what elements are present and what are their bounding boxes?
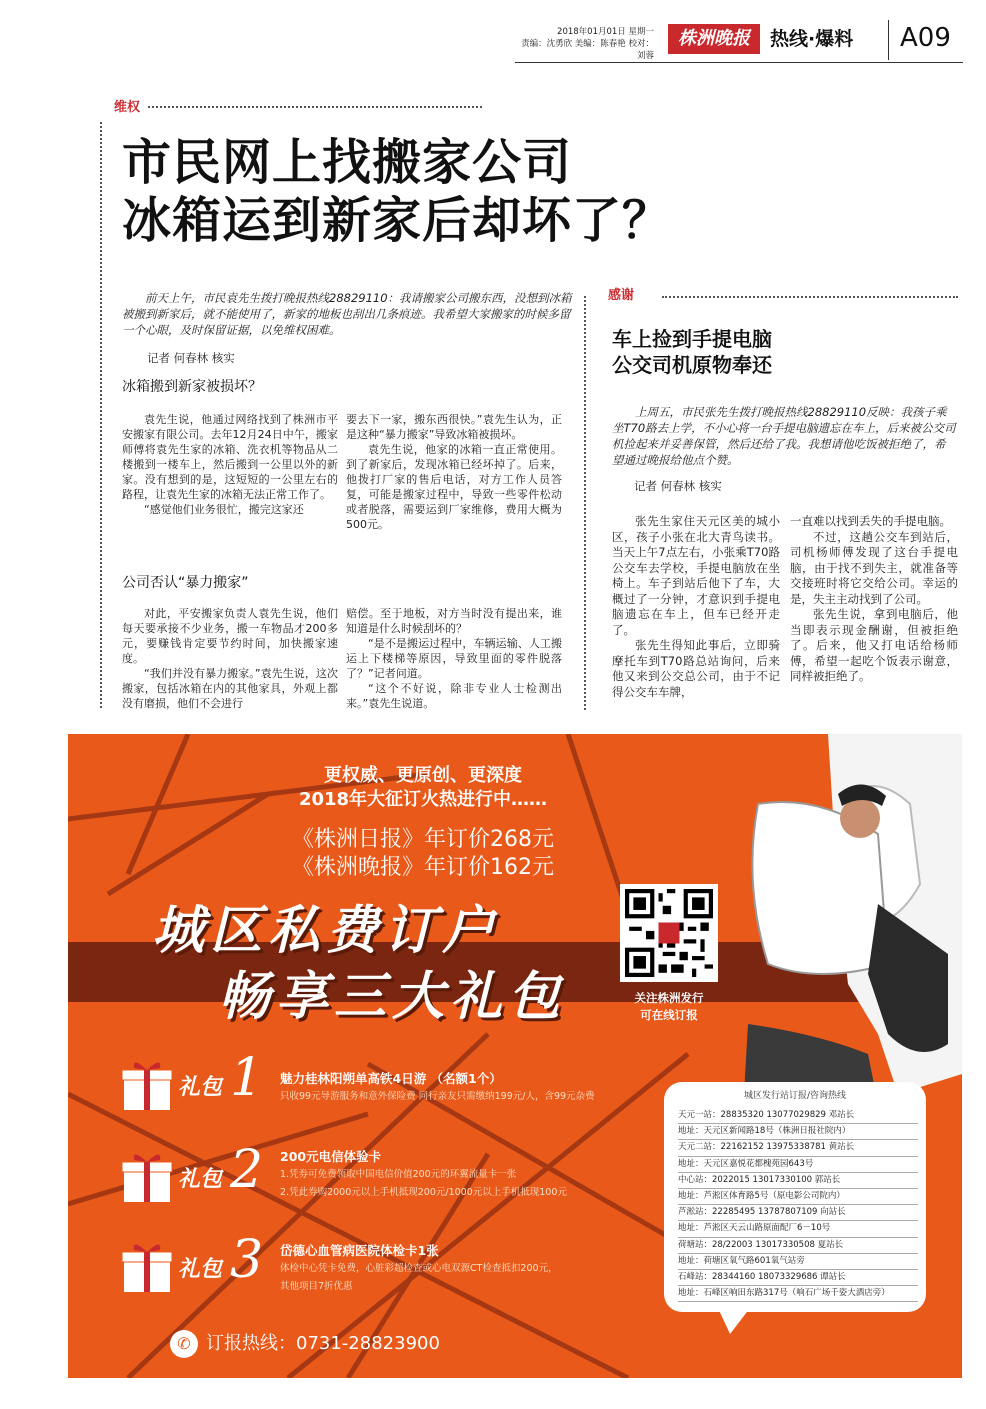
gift-2-desc-1: 1.凭券可免费领取中国电信价值200元的环翼流量卡一张 [280, 1169, 517, 1180]
story1-subhead2: 公司否认“暴力搬家” [122, 575, 249, 591]
story1-headline-line2: 冰箱运到新家后却坏了？ [122, 192, 673, 249]
gift-3-title: 岱德心血管病医院体检卡1张 [280, 1243, 439, 1258]
story1-paragraph: “感觉他们业务很忙，搬完这家还 [144, 503, 304, 516]
story2-paragraph: 张先生得知此事后，立即骑摩托车到T70路总站询问，后来他又来到公交总公司，由于不记得公交车车牌， [612, 638, 780, 699]
story2-headline [612, 326, 952, 378]
tag-ganxie-label: 感谢 [608, 288, 635, 303]
ad-headline2: 畅享三大礼包 [218, 967, 567, 1027]
story1-byline: 记者 何春林 核实 [147, 351, 235, 365]
subscription-ad [68, 734, 962, 1378]
subscription-hotline [170, 1330, 440, 1358]
stations-bubble-tail [718, 1308, 750, 1334]
ad-price-daily: 《株洲日报》年订价268元 [292, 827, 554, 852]
station-line: 天元二站：22162152 13975338781 黄站长 [678, 1140, 918, 1156]
station-line: 荷塘站：28/22003 13017330508 夏站长 [678, 1238, 918, 1254]
story2-dotted-border-top [662, 296, 958, 298]
section-name: 热线·爆料 [770, 28, 854, 50]
gift-number: 2 [230, 1140, 264, 1200]
station-line: 地址：芦淞区天云山路原面配厂6－10号 [678, 1221, 918, 1237]
station-line: 石峰站：28344160 18073329686 谭站长 [678, 1270, 918, 1286]
story1-paragraph: 袁先生说，他家的冰箱一直正常使用。到了新家后，发现冰箱已经坏掉了。后来，他拨打厂家的售后电话，对方工作人员答复，可能是搬家过程中，导致一些零件松动或者脱落，需要运到厂家维修，费用大概为500元。 [346, 443, 562, 531]
header-editors: 责编：沈勇欣 美编：陈春艳 校对：刘蓉 [521, 39, 654, 61]
tag-weiquan [100, 96, 172, 120]
gift-box-icon [120, 1148, 174, 1204]
story1-paragraph: 对此，平安搬家负责人袁先生说，他们每天要承接不少业务，搬一车物品才200多元，要赚钱肯定要节约时间，加快搬家速度。 [122, 607, 338, 665]
ad-slogan-line1: 更权威、更原创、更深度 [324, 765, 522, 786]
gift-3-desc-1: 体检中心凭卡免费，心脏彩超检查或心电双源CT检查抵扣200元， [280, 1263, 558, 1274]
gift-number: 1 [230, 1048, 264, 1108]
qr-caption-line1: 关注株洲发行 [634, 991, 704, 1005]
story2-paragraph: 一直难以找到丢失的手提电脑。 [790, 514, 951, 528]
page-number: A09 [900, 23, 951, 53]
header-meta [520, 26, 654, 62]
station-line: 地址：芦淞区体育路5号（原电影公司院内） [678, 1189, 918, 1205]
station-line: 地址：天元区嘉悦花都槐苑园643号 [678, 1157, 918, 1173]
tag-weiquan-label: 维权 [114, 100, 141, 115]
newspaper-logo: 株洲晚报 [668, 24, 760, 54]
story1-lead: 前天上午，市民袁先生拨打晚报热线28829110：我请搬家公司搬东西，没想到冰箱被搬到新家后，就不能使用了，新家的地板也刮出几条痕迹。我希望大家搬家的时候多留一个心眼，及时保留证据，以免维权困难。 [122, 291, 572, 337]
story1-subhead1: 冰箱搬到新家被损坏？ [122, 379, 262, 395]
station-line: 地址：荷塘区氧气路601氧气站旁 [678, 1254, 918, 1270]
header-date: 2018年01月01日 星期一 [557, 27, 654, 37]
story2-dotted-border-left [584, 296, 586, 710]
gift-number: 3 [230, 1230, 264, 1290]
station-line: 地址：石峰区响田东路317号（响石广场千姿大酒店旁） [678, 1286, 918, 1302]
qr-code[interactable] [620, 884, 718, 982]
story1-paragraph: 赔偿。至于地板，对方当时没有提出来，谁知道是什么时候刮坏的？ [346, 607, 562, 635]
story1-column2 [346, 412, 562, 532]
tag-ganxie [594, 284, 658, 308]
story1-column3 [122, 606, 338, 711]
story1-headline-line1: 市民网上找搬家公司 [122, 134, 573, 191]
header-rule [515, 62, 963, 63]
story1-paragraph: “这个不好说，除非专业人士检测出来。”袁先生说道。 [346, 682, 562, 710]
qr-caption [596, 990, 742, 1024]
story2-byline: 记者 何春林 核实 [634, 479, 722, 493]
hotline-text: 订报热线：0731-28823900 [206, 1333, 440, 1354]
gift-label: 礼包 [178, 1167, 223, 1192]
station-line: 天元一站：28835320 13077029829 邓站长 [678, 1108, 918, 1124]
story1-headline [122, 134, 742, 250]
story2-paragraph: 张先生说，拿到电脑后，他当即表示现金酬谢，但被拒绝了。后来，他又打电话给杨师傅，希望一起吃个饭表示谢意，同样被拒绝了。 [790, 607, 958, 683]
story2-paragraph: 不过，这趟公交车到站后，司机杨师傅发现了这台手提电脑，由于找不到失主，就准备等交接班时将它交给公司。幸运的是，失主主动找到了公司。 [790, 529, 958, 606]
header-divider [888, 20, 889, 60]
stations-title: 城区发行站订报/咨询热线 [743, 1091, 847, 1101]
story2-column2 [790, 514, 958, 685]
gift-2-desc-2: 2.凭此券购2000元以上手机抵现200元/1000元以上手机抵现100元 [280, 1187, 567, 1198]
gift-2-title: 200元电信体验卡 [280, 1149, 382, 1164]
ad-slogan [218, 764, 628, 812]
story2-column1 [612, 514, 780, 700]
gift-1-title: 魅力桂林阳朔单高铁4日游 （名额1个） [280, 1071, 502, 1086]
gift-box-icon [120, 1056, 174, 1112]
station-line: 地址：天元区新闻路18号（株洲日报社院内） [678, 1124, 918, 1140]
stations-bubble [664, 1082, 926, 1312]
gift-label: 礼包 [178, 1075, 223, 1100]
story1-paragraph: 要去下一家，搬东西很快。”袁先生认为，正是这种“暴力搬家”导致冰箱被损坏。 [346, 413, 562, 441]
gift-3-desc-2: 其他项目7折优惠 [280, 1281, 353, 1292]
station-line: 芦淞站：22285495 13787807109 向站长 [678, 1205, 918, 1221]
gift-1-desc: 只收99元导游服务和意外保险费 同行亲友只需缴纳199元/人，含99元杂费 [280, 1091, 595, 1102]
qr-caption-line2: 可在线订报 [640, 1008, 698, 1022]
ad-price-evening: 《株洲晚报》年订价162元 [292, 855, 554, 880]
story1-column4 [346, 606, 562, 711]
ad-prices [218, 826, 628, 882]
story1-dotted-border-left [100, 122, 102, 708]
story1-dotted-border-top [148, 106, 482, 108]
story1-paragraph: “是不是搬运过程中，车辆运输、人工搬运上下楼梯等原因，导致里面的零件脱落了？”记者问道。 [346, 637, 562, 680]
story2-lead: 上周五，市民张先生拨打晚报热线28829110反映：我孩子乘坐T70路去上学，不小心将一台手提电脑遗忘在车上，后来被公交司机捡起来并妥善保管，然后还给了我。我想请他吃饭被拒绝了，希望通过晚报给他点个赞。 [612, 405, 956, 467]
story2-paragraph: 张先生家住天元区美的城小区，孩子小张在北大青鸟读书。当天上午7点左右，小张乘T70路公交车去学校，手提电脑放在坐椅上。车子到站后他下了车，大概过了一分钟，才意识到手提电脑遗忘在车上，但车已经开走了。 [612, 514, 780, 637]
station-line: 中心站：2022015 13017330100 郭站长 [678, 1173, 918, 1189]
phone-icon: ✆ [170, 1330, 198, 1358]
story2-headline-line1: 车上捡到手提电脑 [612, 327, 772, 351]
ad-slogan-line2: 2018年大征订火热进行中…… [298, 789, 548, 810]
gift-box-icon [120, 1238, 174, 1294]
story1-paragraph: 袁先生说，他通过网络找到了株洲市平安搬家有限公司。去年12月24日中午，搬家师傅将袁先生家的冰箱、洗衣机等物品从二楼搬到一楼车上，然后搬到一公里以外的新家。没有想到的是，这短短的一公里左右的路程，让袁先生家的冰箱无法正常工作了。 [122, 413, 338, 501]
qr-code-pattern [625, 889, 713, 977]
ad-headline1: 城区私费订户 [152, 901, 501, 961]
story1-column1 [122, 412, 338, 517]
story2-headline-line2: 公交司机原物奉还 [612, 353, 772, 377]
gift-label: 礼包 [178, 1257, 223, 1282]
story1-paragraph: “我们并没有暴力搬家。”袁先生说，这次搬家，包括冰箱在内的其他家具，外观上都没有磨损，他们不会进行 [122, 667, 338, 710]
stations-list [678, 1108, 918, 1302]
